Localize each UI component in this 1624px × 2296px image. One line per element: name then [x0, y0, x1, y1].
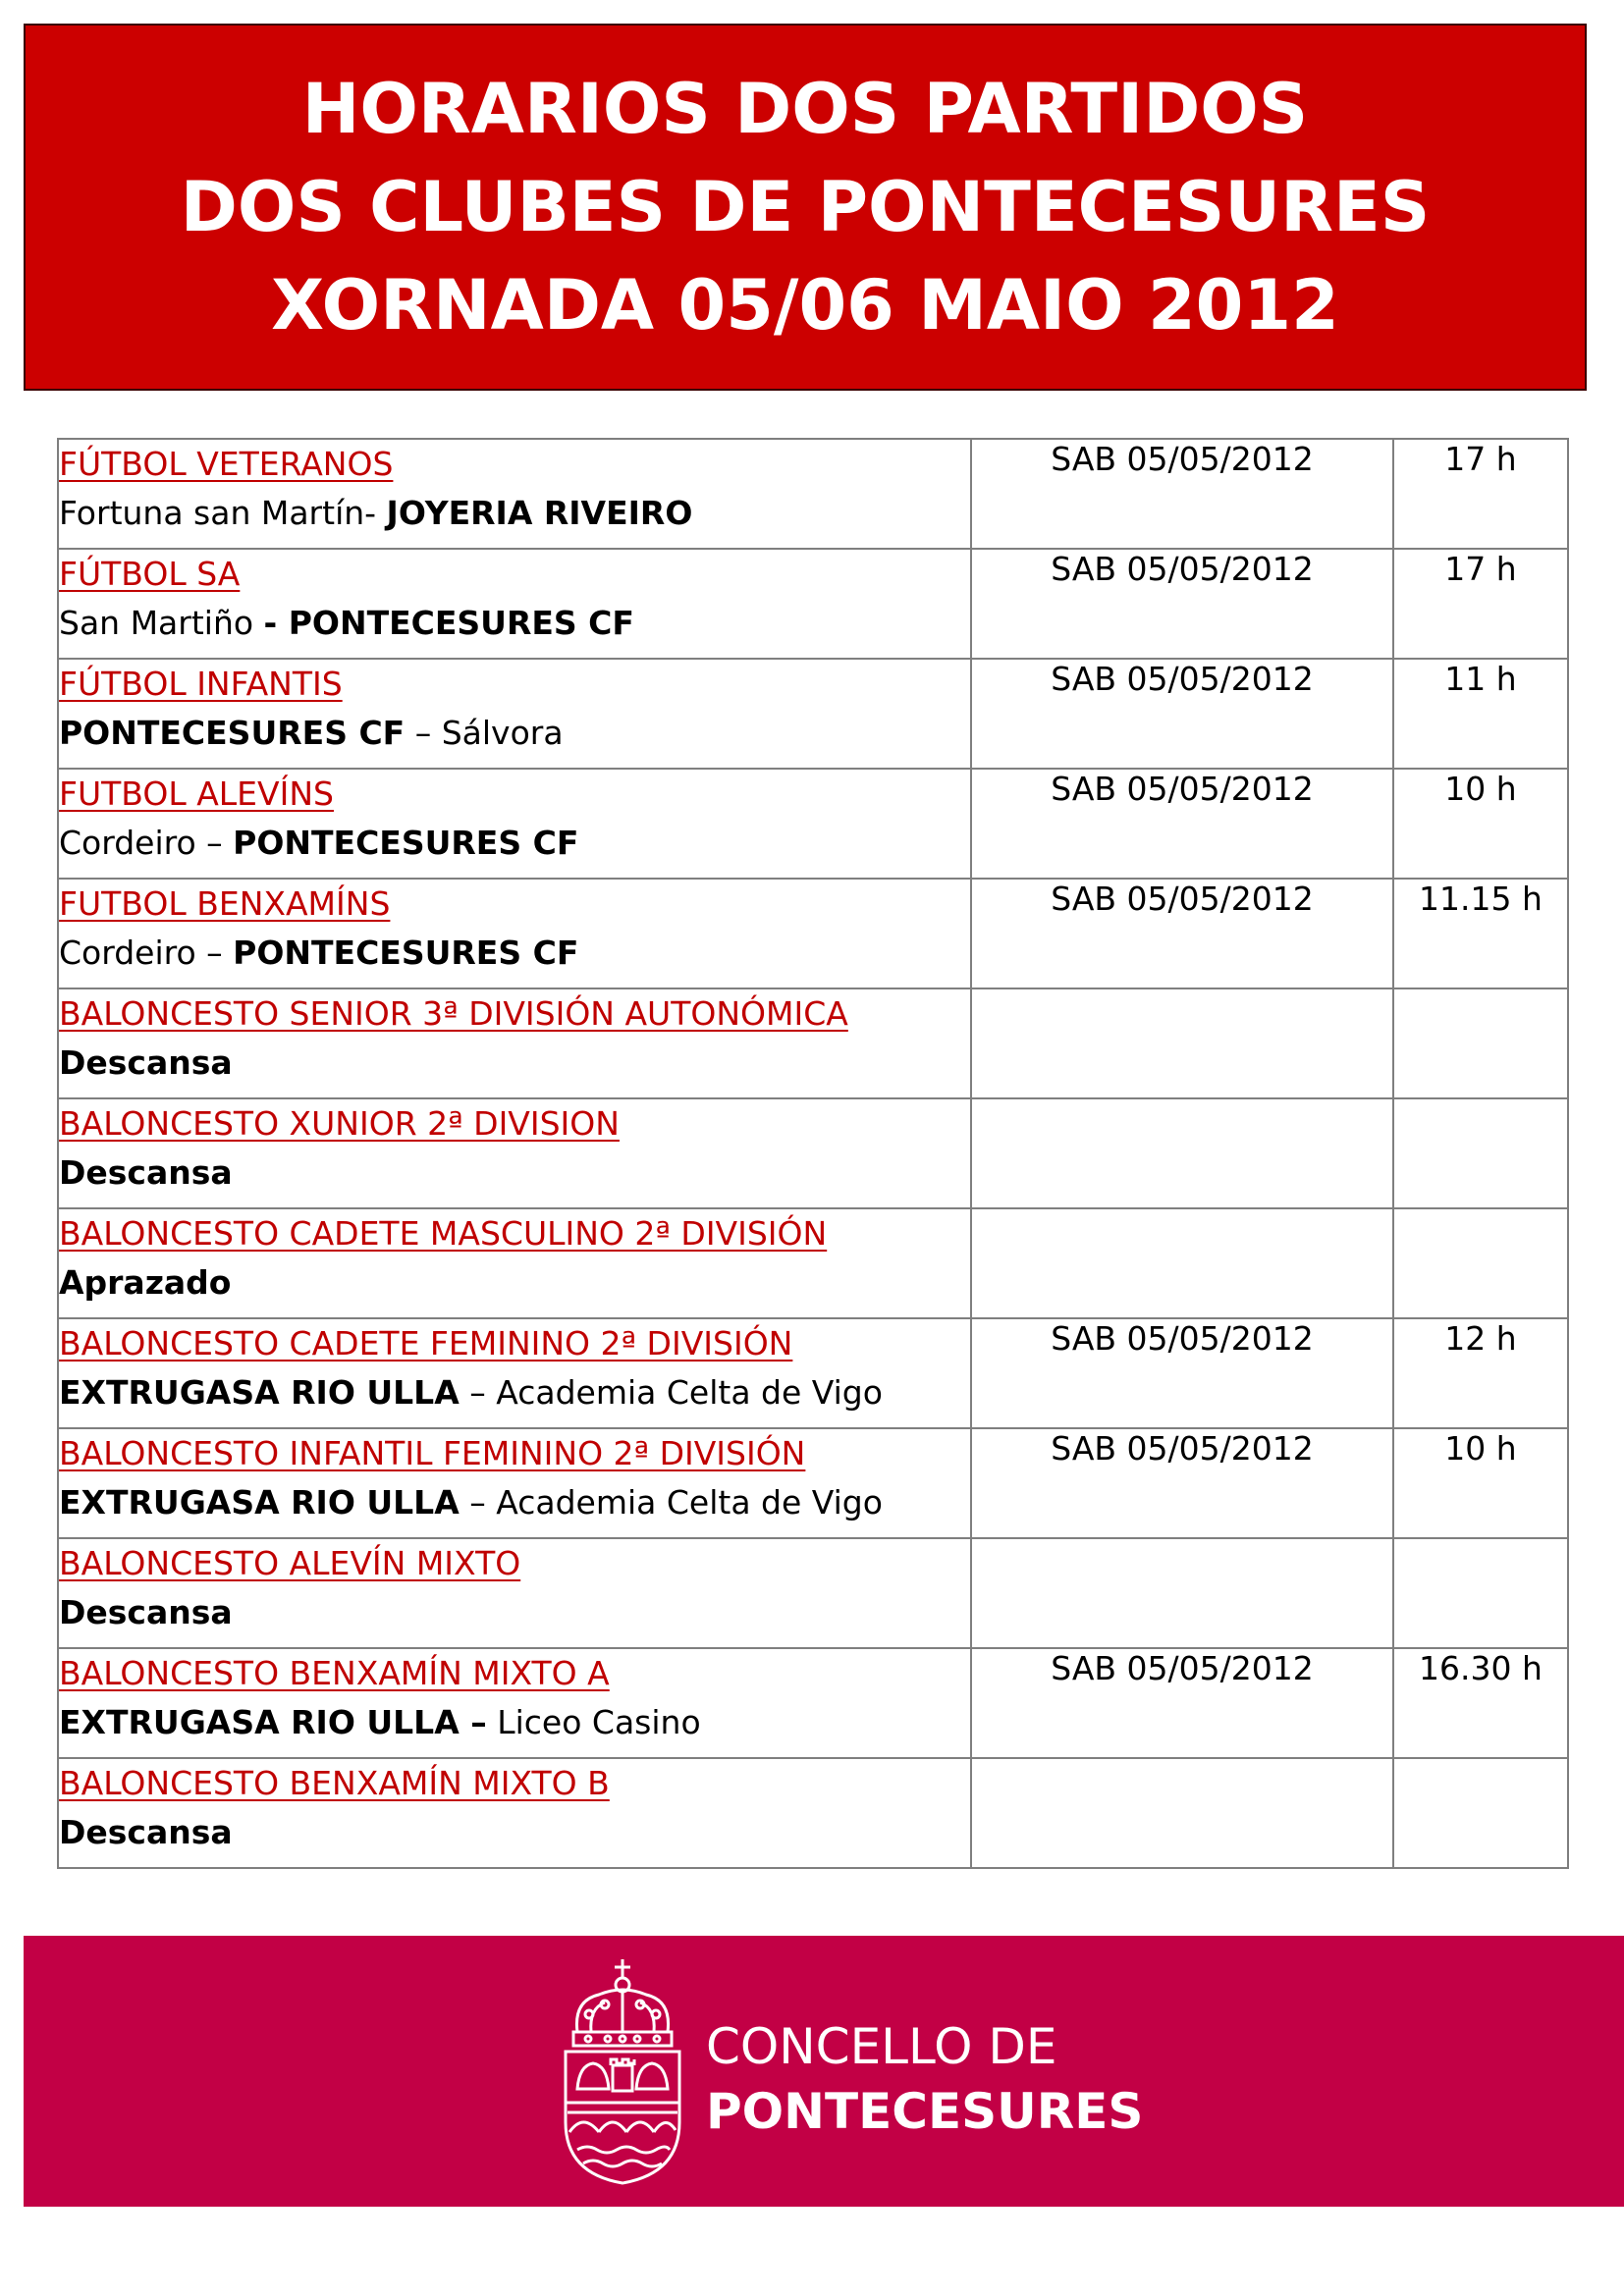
category-label: BALONCESTO INFANTIL FEMININO 2ª DIVISIÓN	[59, 1434, 806, 1472]
match-cell	[58, 1318, 971, 1428]
title-line-2: DOS CLUBES DE PONTECESURES	[180, 167, 1431, 247]
team-name-bold: JOYERIA RIVEIRO	[386, 494, 693, 532]
table-row	[58, 1098, 1568, 1208]
table-row	[58, 439, 1568, 549]
team-name-bold: EXTRUGASA RIO ULLA	[59, 1373, 460, 1412]
date-cell: SAB 05/05/2012	[971, 1648, 1393, 1758]
match-cell	[58, 439, 971, 549]
time-cell: 10 h	[1393, 1428, 1568, 1538]
match-cell	[58, 1098, 971, 1208]
time-cell	[1393, 1758, 1568, 1868]
table-row	[58, 1428, 1568, 1538]
table-row	[58, 769, 1568, 879]
match-teams	[59, 1039, 970, 1088]
category-label: BALONCESTO CADETE FEMININO 2ª DIVISIÓN	[59, 1324, 793, 1362]
date-cell	[971, 1098, 1393, 1208]
date-cell	[971, 988, 1393, 1098]
category-label: BALONCESTO CADETE MASCULINO 2ª DIVISIÓN	[59, 1214, 828, 1253]
team-name-bold: PONTECESURES CF	[233, 824, 579, 862]
time-cell	[1393, 1208, 1568, 1318]
match-teams	[59, 489, 970, 538]
category-label: FUTBOL ALEVÍNS	[59, 774, 334, 813]
coat-of-arms-icon	[544, 1955, 701, 2187]
table-row	[58, 879, 1568, 988]
date-cell: SAB 05/05/2012	[971, 549, 1393, 659]
match-cell	[58, 1538, 971, 1648]
table-row	[58, 1208, 1568, 1318]
match-teams	[59, 1478, 970, 1527]
team-name-bold: PONTECESURES CF	[59, 714, 406, 752]
team-name-bold: - PONTECESURES CF	[263, 604, 634, 642]
date-cell	[971, 1758, 1393, 1868]
team-name: – Academia Celta de Vigo	[459, 1483, 883, 1522]
date-cell: SAB 05/05/2012	[971, 769, 1393, 879]
time-cell: 11.15 h	[1393, 879, 1568, 988]
date-cell	[971, 1538, 1393, 1648]
team-name: Fortuna san Martín-	[59, 494, 387, 532]
team-name: Liceo Casino	[486, 1703, 701, 1741]
category-label: FÚTBOL VETERANOS	[59, 445, 394, 483]
time-cell: 17 h	[1393, 439, 1568, 549]
match-cell	[58, 659, 971, 769]
title-line-1: HORARIOS DOS PARTIDOS	[301, 69, 1309, 149]
match-cell	[58, 1648, 971, 1758]
match-cell	[58, 769, 971, 879]
date-cell: SAB 05/05/2012	[971, 659, 1393, 769]
header-banner	[24, 24, 1587, 391]
match-teams	[59, 599, 970, 648]
category-label: BALONCESTO BENXAMÍN MIXTO A	[59, 1654, 610, 1692]
match-teams	[59, 1808, 970, 1857]
team-name-bold: Descansa	[59, 1593, 233, 1631]
team-name-bold: Descansa	[59, 1153, 233, 1192]
team-name: – Sálvora	[405, 714, 564, 752]
match-cell	[58, 988, 971, 1098]
footer-line-2: PONTECESURES	[706, 2083, 1144, 2140]
time-cell: 16.30 h	[1393, 1648, 1568, 1758]
team-name: – Academia Celta de Vigo	[459, 1373, 883, 1412]
date-cell: SAB 05/05/2012	[971, 439, 1393, 549]
team-name: San Martiño	[59, 604, 264, 642]
time-cell: 10 h	[1393, 769, 1568, 879]
table-row	[58, 988, 1568, 1098]
team-name: Cordeiro –	[59, 824, 234, 862]
time-cell	[1393, 1098, 1568, 1208]
schedule-table	[57, 438, 1569, 1869]
team-name-bold: Aprazado	[59, 1263, 232, 1302]
team-name-bold: EXTRUGASA RIO ULLA	[59, 1483, 460, 1522]
table-row	[58, 659, 1568, 769]
date-cell: SAB 05/05/2012	[971, 1428, 1393, 1538]
category-label: BALONCESTO XUNIOR 2ª DIVISION	[59, 1104, 620, 1143]
date-cell	[971, 1208, 1393, 1318]
time-cell	[1393, 1538, 1568, 1648]
match-cell	[58, 1428, 971, 1538]
category-label: BALONCESTO ALEVÍN MIXTO	[59, 1544, 521, 1582]
team-name-bold: PONTECESURES CF	[233, 934, 579, 972]
match-cell	[58, 1208, 971, 1318]
match-cell	[58, 879, 971, 988]
category-label: FÚTBOL SA	[59, 555, 241, 593]
title-line-3: XORNADA 05/06 MAIO 2012	[271, 265, 1339, 346]
match-teams	[59, 929, 970, 978]
category-label: FÚTBOL INFANTIS	[59, 665, 343, 703]
category-label: BALONCESTO BENXAMÍN MIXTO B	[59, 1764, 610, 1802]
time-cell: 11 h	[1393, 659, 1568, 769]
match-teams	[59, 1698, 970, 1747]
match-teams	[59, 1258, 970, 1308]
match-teams	[59, 1368, 970, 1417]
team-name-bold: EXTRUGASA RIO ULLA –	[59, 1703, 487, 1741]
team-name-bold: Descansa	[59, 1813, 233, 1851]
table-row	[58, 1318, 1568, 1428]
time-cell: 17 h	[1393, 549, 1568, 659]
category-label: BALONCESTO SENIOR 3ª DIVISIÓN AUTONÓMICA	[59, 994, 848, 1033]
time-cell: 12 h	[1393, 1318, 1568, 1428]
date-cell: SAB 05/05/2012	[971, 1318, 1393, 1428]
match-teams	[59, 1588, 970, 1637]
table-row	[58, 1538, 1568, 1648]
match-teams	[59, 1148, 970, 1198]
team-name: Cordeiro –	[59, 934, 234, 972]
match-cell	[58, 549, 971, 659]
footer-line-1: CONCELLO DE	[706, 2018, 1057, 2075]
category-label: FUTBOL BENXAMÍNS	[59, 884, 391, 923]
match-cell	[58, 1758, 971, 1868]
date-cell: SAB 05/05/2012	[971, 879, 1393, 988]
team-name-bold: Descansa	[59, 1043, 233, 1082]
table-row	[58, 1648, 1568, 1758]
time-cell	[1393, 988, 1568, 1098]
match-teams	[59, 709, 970, 758]
table-row	[58, 1758, 1568, 1868]
footer-band	[24, 1936, 1624, 2207]
table-row	[58, 549, 1568, 659]
footer-text	[706, 2014, 1143, 2144]
match-teams	[59, 819, 970, 868]
